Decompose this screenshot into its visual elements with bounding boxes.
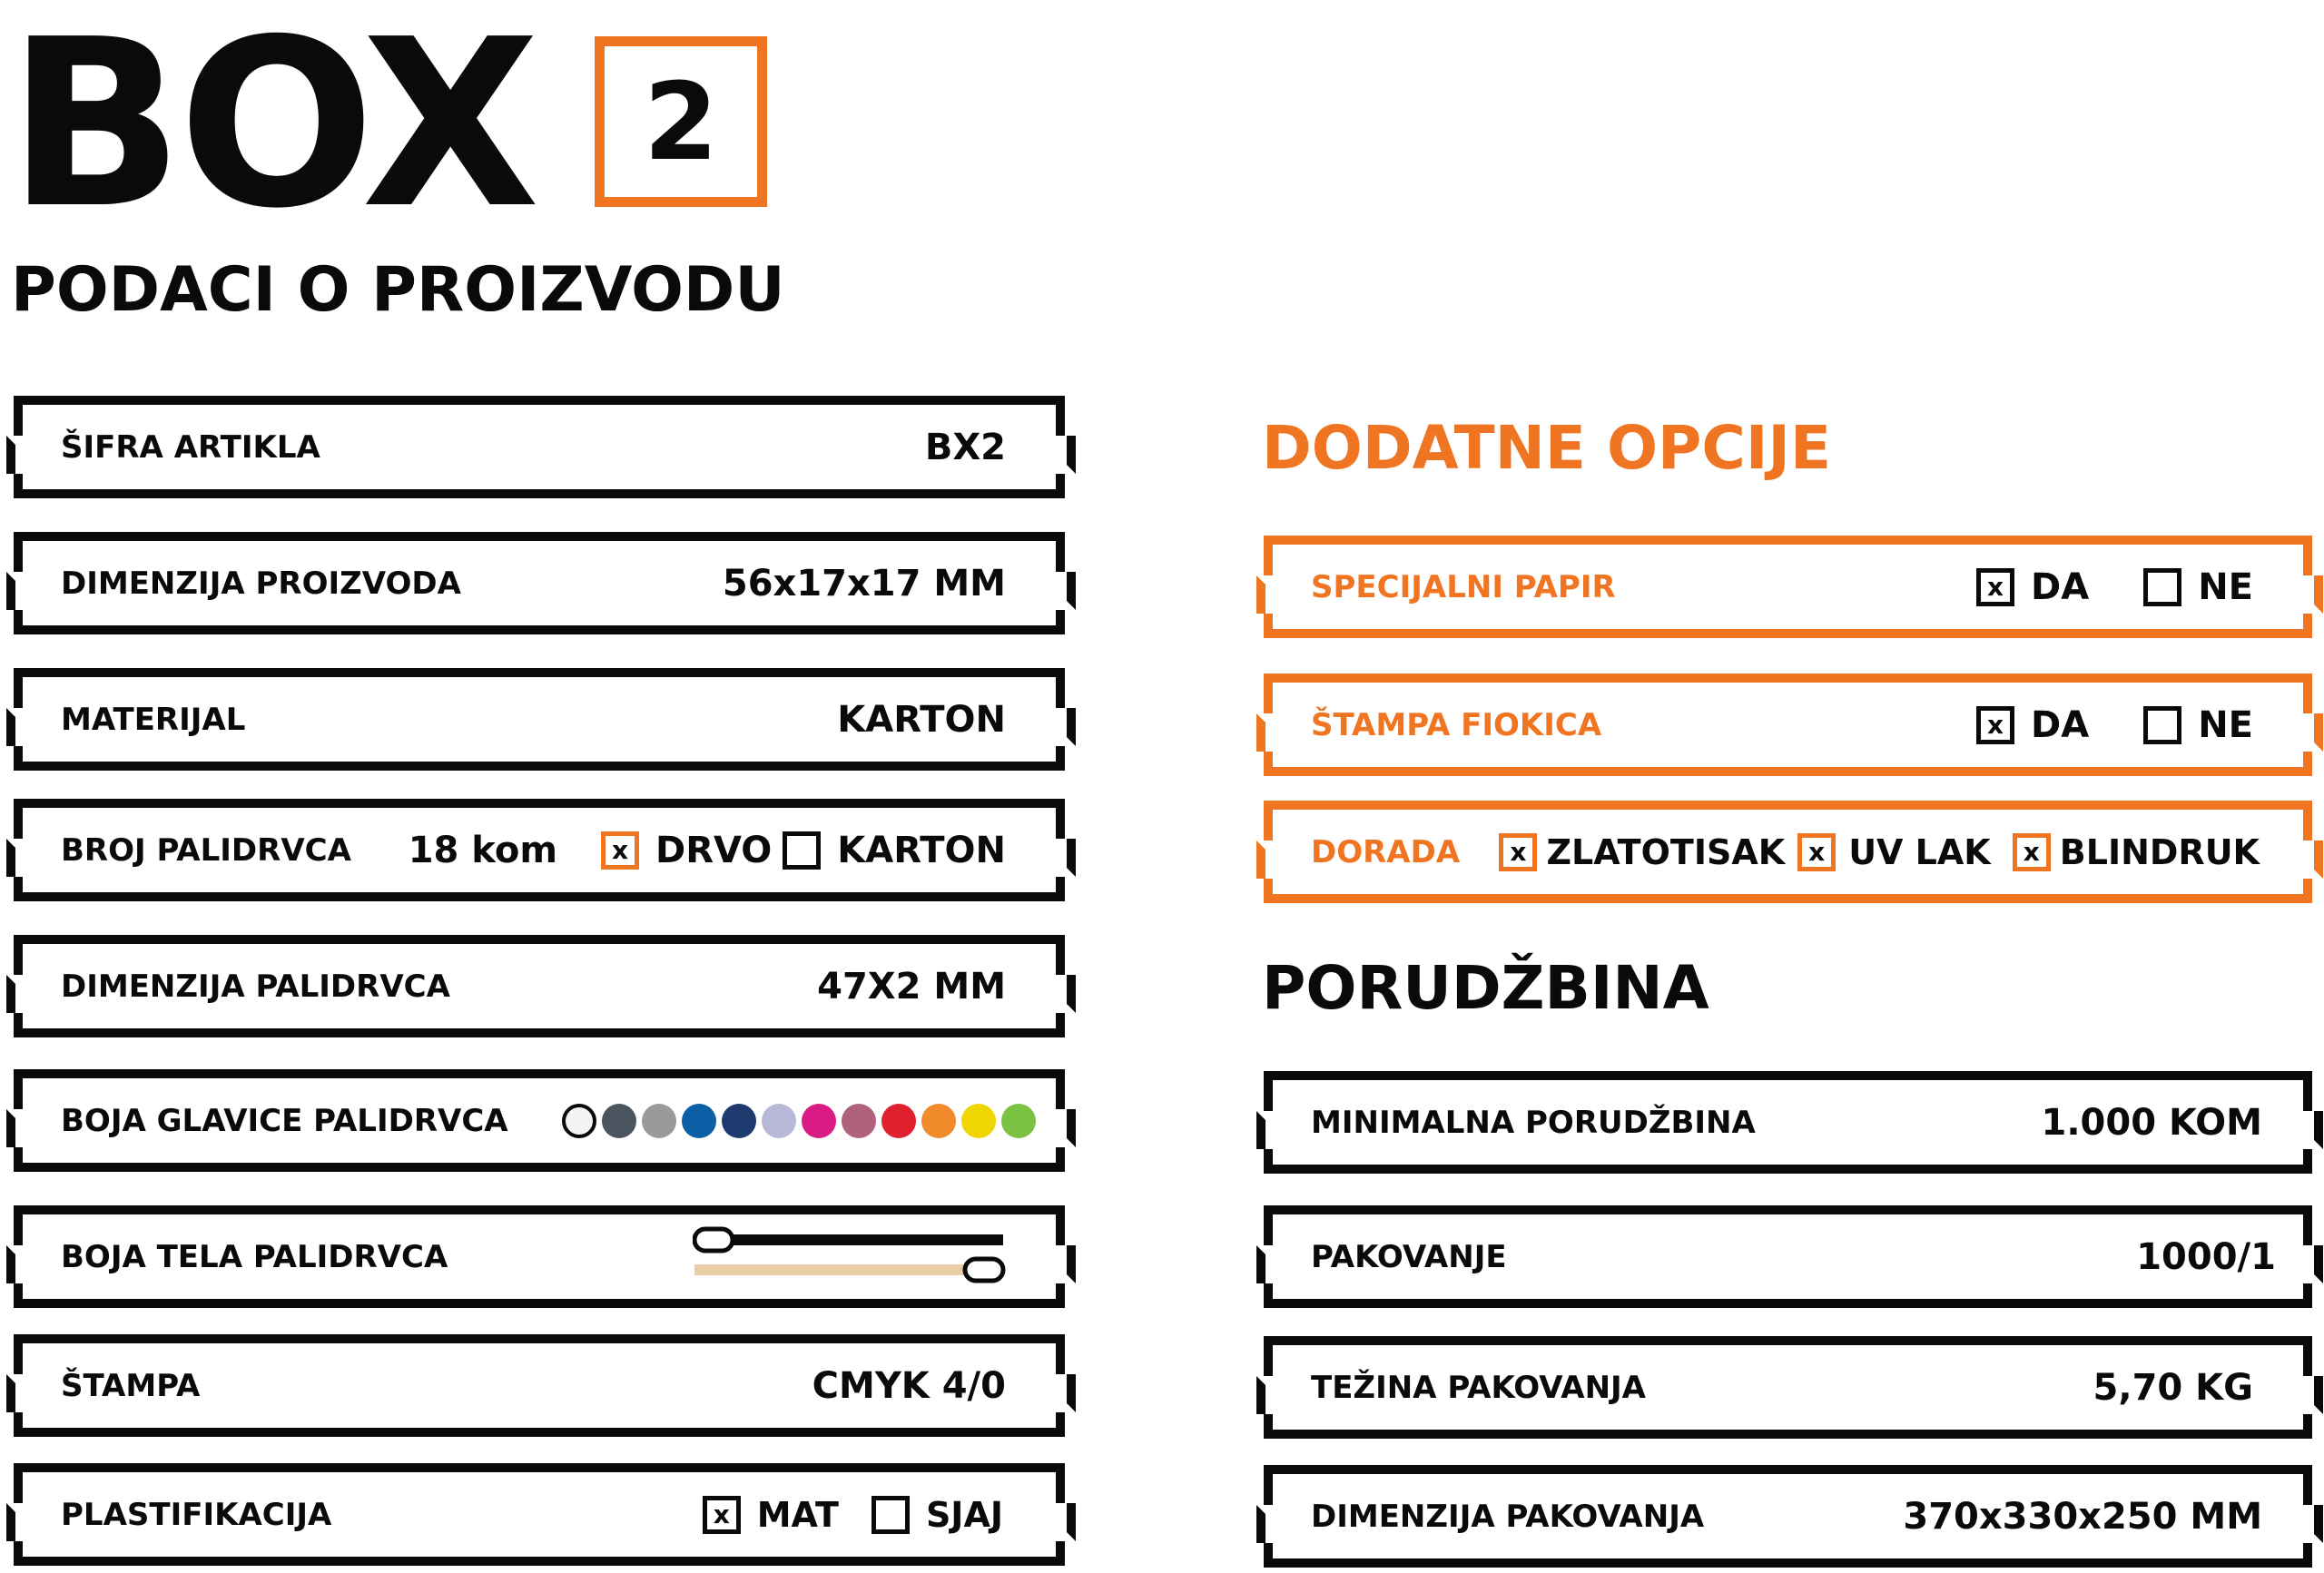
row-tezina-pakovanja <box>1264 1336 2312 1439</box>
color-swatch <box>762 1104 796 1138</box>
row-sifra-artikla <box>14 396 1065 498</box>
option-uv-lak: UV LAK <box>1848 831 1991 872</box>
checkbox-mat[interactable]: x <box>703 1496 741 1534</box>
row-broj-palidrvca <box>14 799 1065 901</box>
row-options <box>1976 545 2253 629</box>
stick-head-1 <box>694 1229 733 1251</box>
section-title-options: DODATNE OPCIJE <box>1262 413 1832 483</box>
row-boja-tela <box>14 1205 1065 1308</box>
checkbox-zlatotisak[interactable]: x <box>1499 833 1537 871</box>
row-value: CMYK 4/0 <box>812 1364 1006 1407</box>
row-label: PAKOVANJE <box>1311 1238 1507 1275</box>
row-stampa <box>14 1334 1065 1437</box>
stick-wood <box>694 1264 985 1275</box>
stick-head-2 <box>965 1259 1003 1281</box>
row-value: 370x330x250 MM <box>1903 1495 2262 1538</box>
checkbox-uv-lak[interactable]: x <box>1797 833 1836 871</box>
row-dorada <box>1264 801 2312 903</box>
row-plastifikacija <box>14 1463 1065 1566</box>
row-value: 1.000 KOM <box>2041 1101 2262 1144</box>
row-materijal <box>14 668 1065 771</box>
row-label: ŠIFRA ARTIKLA <box>61 428 320 466</box>
row-options <box>409 808 1006 892</box>
row-label: PLASTIFIKACIJA <box>61 1496 332 1533</box>
row-label: DORADA <box>1311 833 1461 870</box>
checkbox-ne[interactable] <box>2143 568 2181 606</box>
option-sjaj: SJAJ <box>925 1494 1003 1535</box>
row-options <box>1499 810 2260 894</box>
page-title: BOX <box>7 0 535 260</box>
color-swatch <box>682 1104 716 1138</box>
match-count: 18 kom <box>408 829 557 871</box>
row-label: MATERIJAL <box>61 701 246 738</box>
checkbox-blindruk[interactable]: x <box>2013 833 2051 871</box>
option-da: DA <box>2031 565 2090 608</box>
row-stampa-fiokica <box>1264 673 2312 776</box>
row-label: DIMENZIJA PAKOVANJA <box>1311 1498 1705 1535</box>
row-value: 56x17x17 MM <box>722 562 1006 605</box>
option-da: DA <box>2031 703 2090 746</box>
color-swatch <box>842 1104 876 1138</box>
stick-black <box>711 1234 1003 1245</box>
color-swatch <box>961 1104 996 1138</box>
row-minimalna-porudzbina <box>1264 1071 2312 1174</box>
row-label: DIMENZIJA PALIDRVCA <box>61 968 450 1005</box>
checkbox-karton[interactable] <box>783 831 821 870</box>
checkbox-da[interactable]: x <box>1976 568 2014 606</box>
option-blindruk: BLINDRUK <box>2059 831 2260 872</box>
checkbox-sjaj[interactable] <box>872 1496 910 1534</box>
row-value: 5,70 KG <box>2093 1366 2253 1409</box>
color-swatch <box>602 1104 636 1138</box>
box-number: 2 <box>643 59 719 184</box>
box-number-badge <box>595 36 767 207</box>
row-dimenzija-palidrvca <box>14 935 1065 1037</box>
row-options <box>703 1472 1003 1557</box>
checkbox-drvo[interactable]: x <box>601 831 639 870</box>
row-value: 1000/1 <box>2136 1235 2276 1278</box>
row-pakovanje <box>1264 1205 2312 1308</box>
option-mat: MAT <box>756 1494 839 1535</box>
option-drvo: DRVO <box>655 829 773 871</box>
row-dimenzija-proizvoda <box>14 532 1065 634</box>
row-label: DIMENZIJA PROIZVODA <box>61 565 461 602</box>
section-title-product: PODACI O PROIZVODU <box>11 254 785 326</box>
color-swatch <box>562 1104 596 1138</box>
color-swatch <box>921 1104 956 1138</box>
row-label: ŠTAMPA FIOKICA <box>1311 706 1602 743</box>
row-specijalni-papir <box>1264 536 2312 638</box>
row-label: BOJA TELA PALIDRVCA <box>61 1238 448 1275</box>
color-swatch <box>1001 1104 1036 1138</box>
row-label: BROJ PALIDRVCA <box>61 831 351 869</box>
color-swatch <box>722 1104 756 1138</box>
section-title-order: PORUDŽBINA <box>1262 953 1709 1023</box>
checkbox-ne[interactable] <box>2143 706 2181 744</box>
row-boja-glavice <box>14 1069 1065 1172</box>
row-label: BOJA GLAVICE PALIDRVCA <box>61 1102 508 1139</box>
match-stick-icon <box>693 1224 1006 1288</box>
match-head-color-swatches <box>556 1078 1036 1163</box>
row-value: KARTON <box>837 698 1006 741</box>
row-value: BX2 <box>924 426 1006 468</box>
option-ne: NE <box>2198 565 2253 608</box>
option-zlatotisak: ZLATOTISAK <box>1546 831 1786 872</box>
color-swatch <box>642 1104 676 1138</box>
option-ne: NE <box>2198 703 2253 746</box>
row-dimenzija-pakovanja <box>1264 1465 2312 1568</box>
row-label: TEŽINA PAKOVANJA <box>1311 1369 1646 1406</box>
color-swatch <box>802 1104 836 1138</box>
row-value: 47X2 MM <box>817 965 1006 1008</box>
row-label: MINIMALNA PORUDŽBINA <box>1311 1104 1756 1141</box>
option-karton: KARTON <box>837 829 1006 871</box>
row-label: SPECIJALNI PAPIR <box>1311 568 1616 605</box>
color-swatch <box>881 1104 916 1138</box>
row-options <box>1976 683 2253 767</box>
checkbox-da[interactable]: x <box>1976 706 2014 744</box>
row-label: ŠTAMPA <box>61 1367 201 1404</box>
